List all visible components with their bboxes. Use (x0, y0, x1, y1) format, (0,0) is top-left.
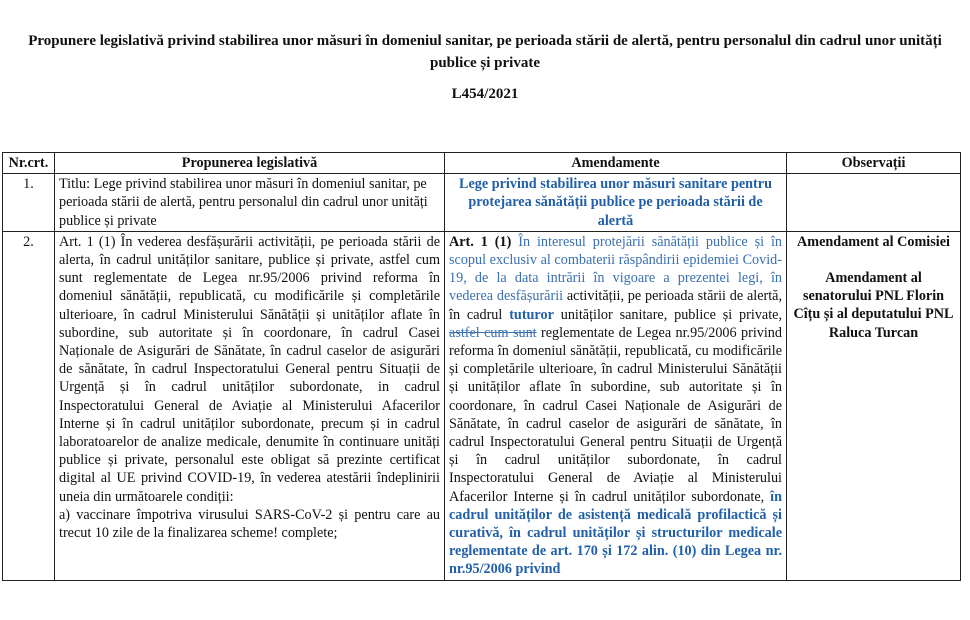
amendment-inserted-text: în cadrul unităților de asistență medicală profilactică și curativă, în cadrul unităților și structurilor medicale reglementate de art. 170 și 172 alin. (10) din Legea nr. nr.95/2006 privind (449, 488, 783, 578)
observation-cell (787, 231, 961, 580)
amendments-table (2, 152, 961, 581)
table-header-row (3, 153, 961, 174)
row-number: 2. (3, 231, 55, 580)
spacer (791, 251, 956, 269)
header-observations: Observații (787, 153, 961, 174)
amendment-cell: Lege privind stabilirea unor măsuri sanitare pentru protejarea sănătății publice pe perioada stării de alertă (445, 174, 787, 232)
amendment-deleted-text: astfel cum sunt (449, 324, 537, 341)
amendment-lowercased-text: în vederea desfășurării (449, 270, 783, 305)
header-proposal: Propunerea legislativă (55, 153, 445, 174)
header-nr: Nr.crt. (3, 153, 55, 174)
table-row (3, 174, 961, 232)
header-amendments: Amendamente (445, 153, 787, 174)
document-title: Propunere legislativă privind stabilirea unor măsuri în domeniul sanitar, pe perioada stării de alertă, pentru personalul din cadrul unor unități publice și private (28, 33, 942, 71)
amendment-inserted-text: tuturor (509, 306, 554, 323)
amendment-text: activității, pe perioada stării de alertă, în cadrul (449, 288, 782, 323)
amendment-cell (445, 231, 787, 580)
amendment-text: reglementate de Legea nr.95/2006 privind reforma în domeniul sănătății, republicată, cu modificările și completările ulterioare, în cadrul Ministerului Sănătății și unităților aflate în subordine, sub autoritate și în coordonare, în cadrul Casei Naționale de Asigurări de Sănătate, în cadrul caselor de asigurări de sănătate, în cadrul Inspectoratului General pentru Situații de Urgență și în cadrul unităților subordonate, în cadrul Inspectoratului General de Aviație al Ministerului Afacerilor Interne și în cadrul unităților subordonate, (449, 324, 782, 505)
amendment-article-label: Art. 1 (1) (449, 233, 512, 250)
document-code: L454/2021 (451, 86, 519, 102)
table-row (3, 231, 961, 580)
observation-authors: Amendament al senatorului PNL Florin Cîțu și al deputatului PNL Raluca Turcan (793, 270, 954, 341)
row-number: 1. (3, 174, 55, 232)
proposal-item-a: a) vaccinare împotriva virusului SARS-CoV-2 și pentru care au trecut 10 zile de la finalizarea scheme! complete; (59, 506, 440, 542)
proposal-article-text: Art. 1 (1) În vederea desfășurării activității, pe perioada stării de alerta, în cadrul unităților sanitare, publice și private, astfel cum sunt reglementate de Legea nr.95/2006 privind reforma în domeniul sănătății, republicată, cu modificările și completările ulterioare, în cadrul Ministerului Sănătății și unităților aflate în subordine, sub autoritate și în coordonare, în cadrul Casei Naționale de Asigurări de Sănătate, în cadrul caselor de asigurări de sănătate, în cadrul Inspectoratului General pentru Situații de Urgență și în cadrul unităților subordonate, in cadrul Inspectoratului General de Aviație al Ministerului Afacerilor Interne și în cadrul unităților subordonate, precum și in cadrul laboratoarelor de analize medicale, denumite în continuare unități publice și private, personalul este obligat să prezinte certificat digital al UE privind COVID-19, în vederea atestării îndeplinirii uneia din următoarele condiții: (59, 233, 440, 505)
proposal-cell: Titlu: Lege privind stabilirea unor măsuri în domeniul sanitar, pe perioada stării de alertă, pentru personalul din cadrul unor unități publice și private (55, 174, 445, 232)
amendment-text: unităților sanitare, publice și private, (560, 306, 782, 323)
proposal-cell (55, 231, 445, 580)
observation-commission: Amendament al Comisiei (797, 233, 950, 250)
amendment-inserted-text: În interesul protejării sănătății publice și în scopul exclusiv al combaterii răspândirii epidemiei Covid-19, de la data intrării în vigoare a prezentei legi, (449, 233, 783, 287)
observation-cell (787, 174, 961, 232)
